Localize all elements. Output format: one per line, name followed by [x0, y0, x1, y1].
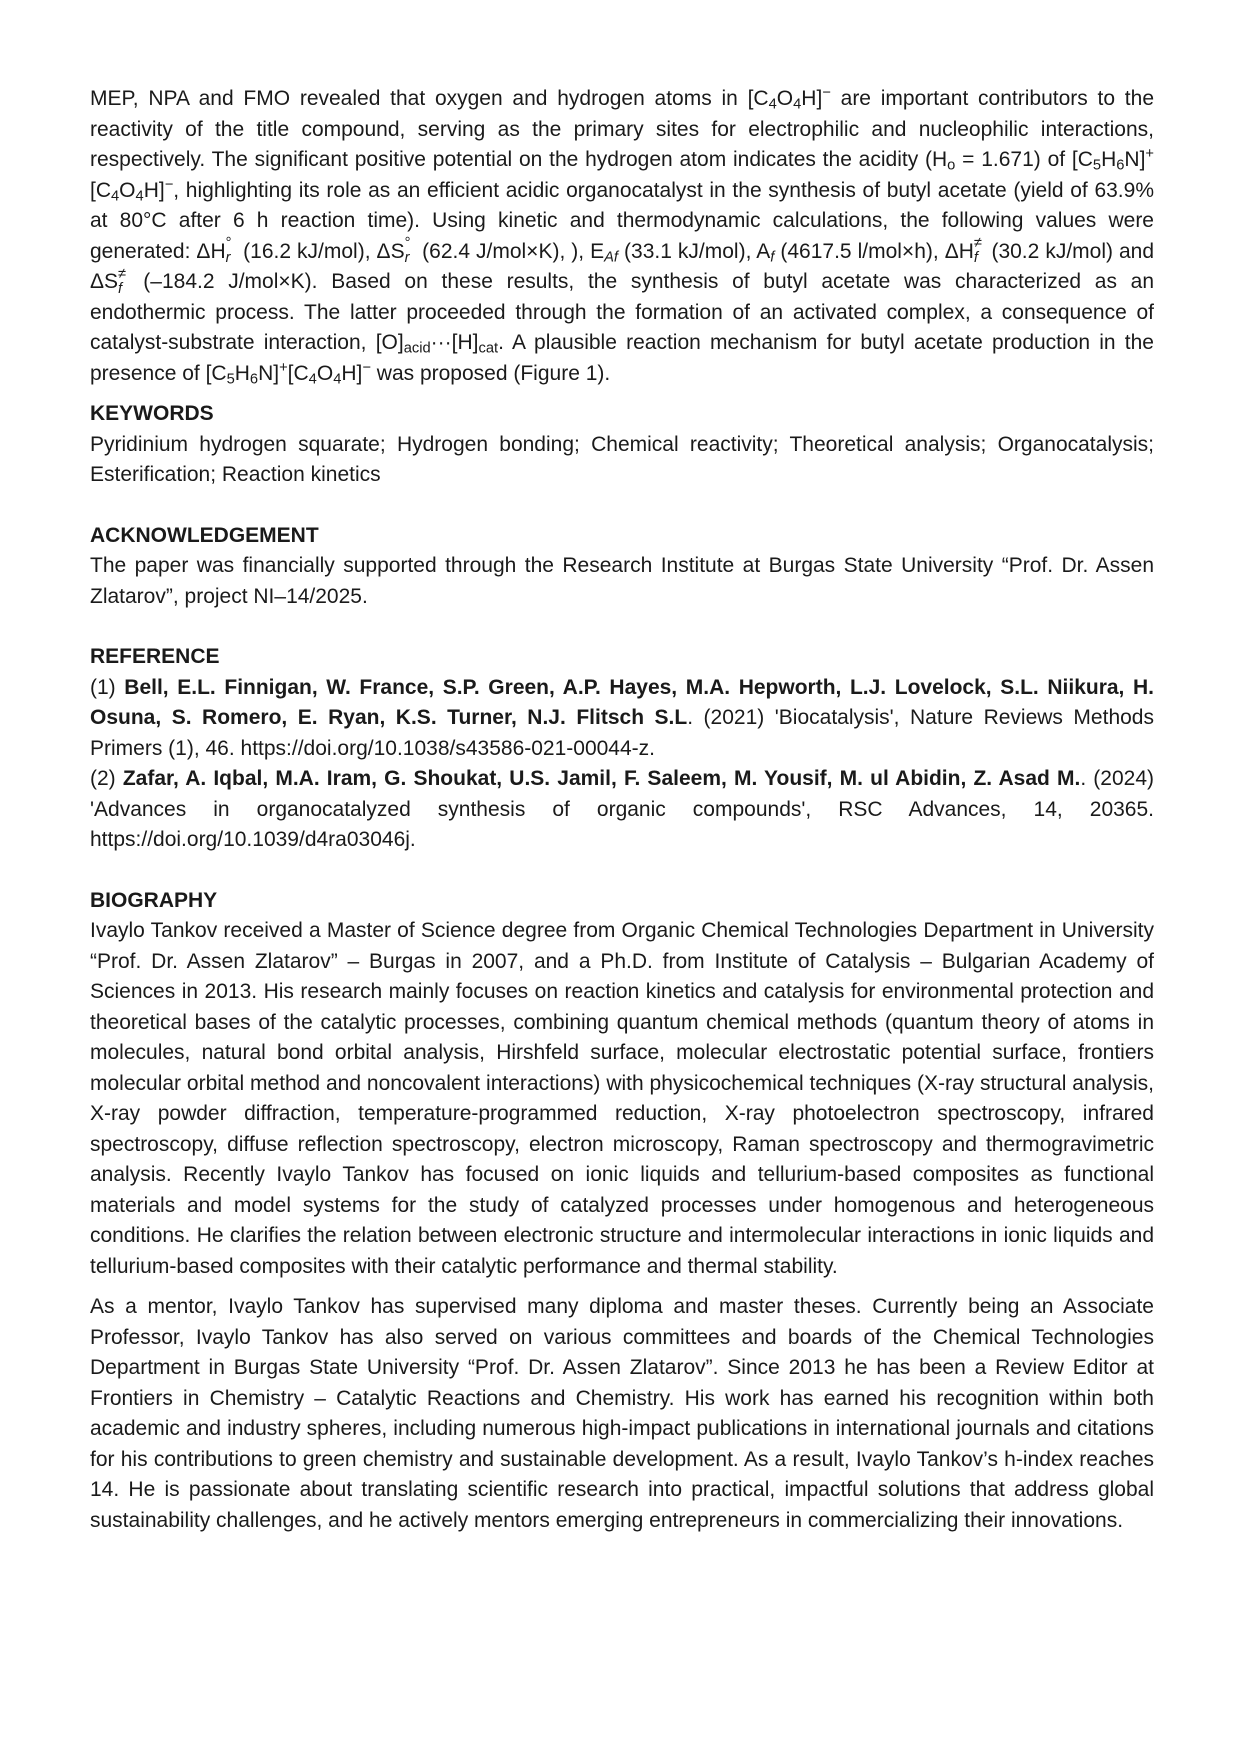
- abstract-sub: f: [770, 249, 775, 266]
- abstract-text: N]: [1124, 148, 1146, 171]
- keywords-text: Pyridinium hydrogen squarate; Hydrogen bonding; Chemical reactivity; Theoretical analysis; Organocatalysis; Esterification; Reaction kinetics: [90, 432, 1154, 486]
- abstract-text-1: MEP, NPA and FMO revealed that oxygen and hydrogen atoms in [C: [90, 87, 769, 110]
- abstract-sub: 5: [226, 371, 235, 388]
- abstract-sub: f: [973, 250, 978, 267]
- biography-heading: BIOGRAPHY: [90, 888, 218, 912]
- abstract-text: H: [1101, 148, 1117, 171]
- abstract-sub: r: [225, 250, 231, 267]
- abstract-sub: 6: [1116, 157, 1125, 174]
- abstract-sub: cat: [478, 340, 499, 357]
- abstract-text: O: [119, 178, 136, 202]
- abstract-text: O: [316, 361, 334, 385]
- abstract-text: H]: [143, 178, 165, 202]
- biography-paragraph-2: As a mentor, Ivaylo Tankov has supervised many diploma and master theses. Currently being an Associate Professor, Ivaylo Tankov has also served on various committees and boards of the Chemical Technologies Department in Burgas State University “Prof. Dr. Assen Zlatarov”. Since 2013 he has been a Review Editor at Frontiers in Chemistry – Catalytic Reactions and Chemistry. His work has earned his recognition within both academic and industry spheres, including numerous high-impact publications in international journals and citations for his contributions to green chemistry and sustainable development. As a result, Ivaylo Tankov’s h-index reaches 14. He is passionate about translating scientific research into practical, impactful solutions that address global sustainability challenges, and he actively mentors emerging entrepreneurs in commercializing their innovations.: [90, 1295, 1154, 1532]
- abstract-sub: r: [404, 250, 410, 267]
- abstract-sub: 4: [111, 188, 120, 205]
- keywords-heading: KEYWORDS: [90, 402, 214, 425]
- reference-section: [90, 642, 1154, 856]
- abstract-text-2: are important contributors to the reactivity of the title compound, serving as the primary sites for electrophilic and nucleophilic interactions, respectively. The significant positive potential on the hydrogen atom indicates the acidity (H: [90, 87, 1154, 171]
- abstract-sub: 4: [793, 96, 802, 113]
- abstract-sup: −: [822, 84, 831, 101]
- abstract-sup: +: [1145, 145, 1154, 162]
- abstract-subsup: [225, 235, 238, 267]
- abstract-text: H: [234, 361, 250, 385]
- reference-details: . (2021) 'Biocatalysis', Nature Reviews Methods Primers (1), 46. https://doi.org/10.1038/s43586-021-00044-z.: [90, 706, 1154, 760]
- abstract-sup: +: [279, 359, 288, 376]
- abstract-text: [C: [90, 178, 111, 202]
- abstract-sub: 4: [308, 371, 317, 388]
- abstract-text-6: (62.4 J/mol×K), ), E: [416, 239, 605, 263]
- abstract-sup: ≠: [973, 235, 982, 252]
- abstract-text-10: (–184.2 J/mol×K). Based on these results, the synthesis of butyl acetate was characterized as an endothermic process. The latter proceeded through the formation of an activated complex, a consequence of catalyst-substrate interaction, [O]: [90, 270, 1154, 354]
- abstract-text-8: (4617.5 l/mol×h), ΔH: [774, 239, 974, 263]
- acknowledgement-section: [90, 521, 1154, 613]
- abstract-text-7: (33.1 kJ/mol), A: [618, 239, 771, 263]
- reference-number: (1): [90, 675, 125, 699]
- reference-item: [90, 673, 1154, 765]
- abstract-text: ···: [430, 331, 452, 354]
- abstract-text-4: , highlighting its role as an efficient acidic organocatalyst in the synthesis of butyl acetate (yield of 63.9% at 80°C after 6 h reaction time). Using kinetic and thermodynamic calculations, the following values were generated: ΔH: [90, 178, 1154, 263]
- abstract-subsup: [118, 265, 130, 297]
- abstract-text-11: . A plausible reaction mechanism for butyl acetate production in the presence of [C: [90, 331, 1154, 385]
- abstract-text: [H]: [451, 331, 479, 354]
- abstract-text-5: (16.2 kJ/mol), ΔS: [237, 239, 405, 263]
- abstract-text: O: [776, 87, 794, 110]
- abstract-sub: 6: [249, 371, 259, 388]
- abstract-subsup: [973, 235, 986, 267]
- reference-number: (2): [90, 767, 123, 790]
- abstract-text: [C: [287, 361, 309, 385]
- abstract-sub: 4: [135, 188, 144, 205]
- abstract-sub: acid: [403, 340, 431, 357]
- abstract-text: N]: [258, 361, 280, 385]
- abstract-paragraph: [90, 84, 1154, 389]
- reference-details: . (2024) 'Advances in organocatalyzed synthesis of organic compounds', RSC Advances, 14, 20365. https://doi.org/10.1039/d4ra03046j.: [90, 767, 1154, 851]
- abstract-sup: −: [362, 359, 371, 376]
- acknowledgement-text: The paper was financially supported through the Research Institute at Burgas State University “Prof. Dr. Assen Zlatarov”, project NI–14/2025.: [90, 554, 1154, 608]
- abstract-text-3: = 1.671) of [C: [955, 148, 1093, 171]
- abstract-sup: °: [225, 235, 232, 252]
- reference-item: [90, 764, 1154, 856]
- reference-heading: REFERENCE: [90, 645, 220, 668]
- abstract-sup: °: [404, 235, 411, 252]
- reference-authors: Bell, E.L. Finnigan, W. France, S.P. Green, A.P. Hayes, M.A. Hepworth, L.J. Lovelock, S.L. Niikura, H. Osuna, S. Romero, E. Ryan, K.S. Turner, N.J. Flitsch S.L: [90, 675, 1154, 729]
- abstract-sub: 5: [1092, 157, 1102, 174]
- abstract-text-9: (30.2 kJ/mol) and ΔS: [90, 239, 1155, 293]
- abstract-sub: f: [118, 280, 123, 297]
- biography-section: [90, 886, 1154, 1537]
- page-body: [90, 84, 1154, 1536]
- keywords-section: [90, 399, 1154, 491]
- reference-authors: Zafar, A. Iqbal, M.A. Iram, G. Shoukat, U.S. Jamil, F. Saleem, M. Yousif, M. ul Abidin, Z. Asad M.: [122, 767, 1081, 790]
- abstract-subsup: [404, 235, 417, 267]
- abstract-text-12: was proposed (Figure 1).: [370, 361, 611, 385]
- acknowledgement-heading: ACKNOWLEDGEMENT: [90, 523, 319, 547]
- abstract-sub: 4: [333, 371, 342, 388]
- abstract-sub: Af: [604, 249, 619, 266]
- abstract-text: H]: [801, 87, 823, 110]
- abstract-sub: o: [947, 157, 956, 174]
- abstract-sup: −: [164, 176, 174, 193]
- abstract-sub: 4: [768, 96, 777, 113]
- biography-paragraph-1: Ivaylo Tankov received a Master of Science degree from Organic Chemical Technologies Department in University “Prof. Dr. Assen Zlatarov” – Burgas in 2007, and a Ph.D. from Institute of Catalysis – Bulgarian Academy of Sciences in 2013. His research mainly focuses on reaction kinetics and catalysis for environmental protection and theoretical bases of the catalytic processes, combining quantum chemical methods (quantum theory of atoms in molecules, natural bond orbital analysis, Hirshfeld surface, molecular electrostatic potential surface, frontiers molecular orbital method and noncovalent interactions) with physicochemical techniques (X-ray structural analysis, X-ray powder diffraction, temperature-programmed reduction, X-ray photoelectron spectroscopy, infrared spectroscopy, diffuse reflection spectroscopy, electron microscopy, Raman spectroscopy and thermogravimetric analysis. Recently Ivaylo Tankov has focused on ionic liquids and tellurium-based composites as functional materials and model systems for the study of catalyzed processes under homogenous and heterogeneous conditions. He clarifies the relation between electronic structure and intermolecular interactions in ionic liquids and tellurium-based composites with their catalytic performance and thermal stability.: [90, 919, 1154, 1278]
- abstract-text: H]: [341, 361, 363, 385]
- abstract-sup: ≠: [118, 265, 127, 282]
